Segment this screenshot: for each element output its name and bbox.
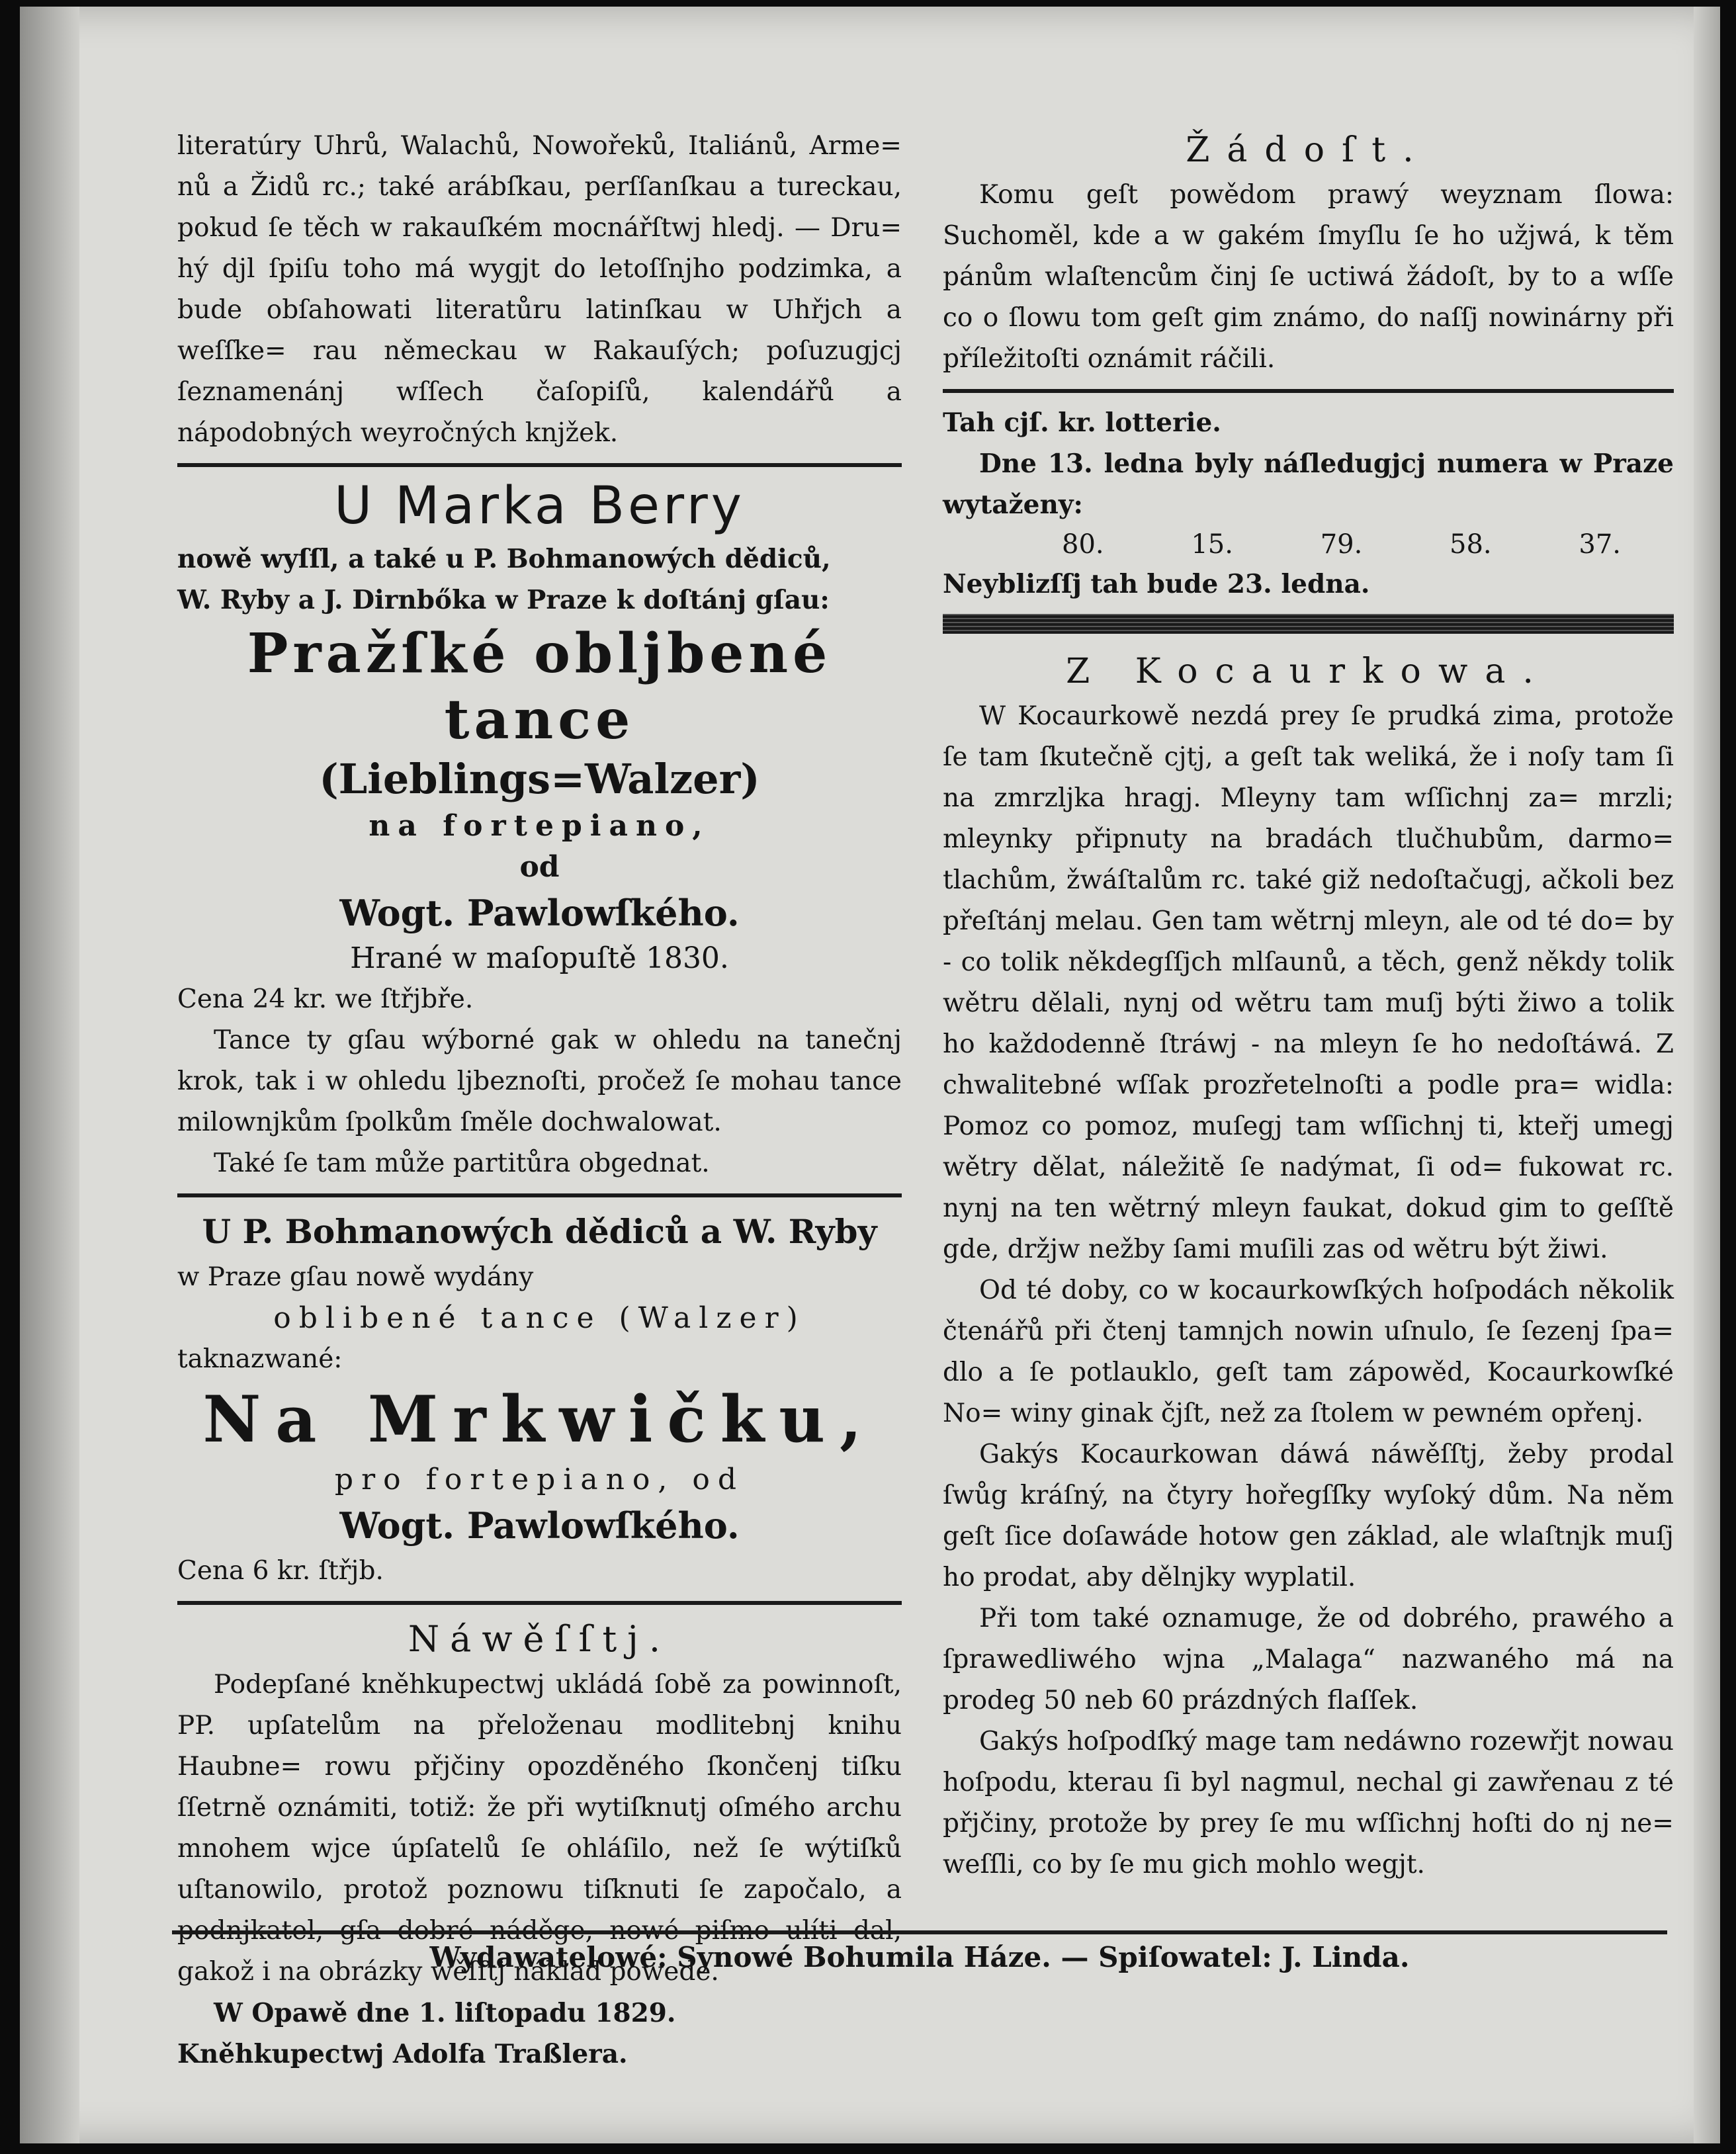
- ad1-title: Pražſké obljbené tance: [247, 622, 832, 752]
- ad1-heading: U Marka Berry: [334, 476, 745, 536]
- ad1-note: Také ſe tam může partitůra obgednat.: [214, 1148, 710, 1178]
- ad1-subtitle: (Lieblings=Walzer): [319, 755, 760, 803]
- lottery-number: 80.: [1062, 529, 1104, 560]
- kocaurkov-paragraph-3: Gakýs Kocaurkowan dáwá náwěſſtj, žeby prodal ſwůg kráſný, na čtyry hořegſſky wyſoký dům. Na něm geſt ſice doſawáde hotow gen základ, ale wlaſtnjk muſj ho prodat, aby dělnjky wyplatil.: [943, 1440, 1674, 1592]
- intro-paragraph: literatúry Uhrů, Walachů, Nowořeků, Italiánů, Arme= nů a Židů rc.; také arábſkau, perſſanſkau a tureckau, pokud ſe těch w rakauſkém mocnářſtwj hledj. — Dru= hý djl ſpiſu toho má wygjt do letoſſnjho podzimka, a bude obſahowati literatůru latinſkau w Uhřjch a weſſke= rau německau w Rakauſých; poſuzugjcj ſeznamenánj wſſech čaſopiſů, kalendářů a nápodobných weyročných knjžek.: [177, 131, 902, 448]
- request-section: [943, 126, 1674, 380]
- ad-marka-berry: [177, 476, 902, 1184]
- lottery-number: 79.: [1320, 529, 1363, 560]
- lottery-heading: Tah cjſ. kr. lotterie.: [943, 408, 1221, 438]
- kocaurkov-heading: Z Kocaurkowa.: [1066, 652, 1551, 691]
- publisher-line: Wydawatelowé: Synowé Bohumila Háze. — Spiſowatel: J. Linda.: [429, 1941, 1410, 1973]
- divider: [177, 1601, 902, 1605]
- lottery-number: 58.: [1450, 529, 1492, 560]
- ad1-line1: nowě wyſſl, a také u P. Bohmanowých dědiců,: [177, 544, 831, 574]
- kocaurkov-paragraph-5: Gakýs hoſpodſký mage tam nedáwno rozewřjt nowau hoſpodu, kterau ſi byl nagmul, nechal gi zawřenau z té přjčiny, protože by prey ſe mu wſſichnj hoſti do nj ne= weſſli, co by ſe mu gich mohlo wegjt.: [943, 1727, 1674, 1879]
- lottery-next: Neyblizſſj tah bude 23. ledna.: [943, 569, 1370, 599]
- ad2-author: Wogt. Pawlowſkého.: [339, 1504, 740, 1547]
- lottery-number: 37.: [1579, 529, 1621, 560]
- ad1-by: od: [519, 850, 560, 884]
- notice-section: [177, 1614, 902, 2075]
- ad1-instrument: na fortepiano,: [369, 809, 711, 843]
- kocaurkov-section: [943, 647, 1674, 1885]
- ad2-line2: oblibené tance (Walzer): [273, 1301, 806, 1335]
- kocaurkov-paragraph-4: Při tom také oznamuge, že od dobrého, prawého a ſprawedliwého wjna „Malaga“ nazwaného má na prodeg 50 neb 60 prázdných flaſſek.: [943, 1604, 1674, 1715]
- request-heading: Žádoſt.: [1186, 130, 1431, 170]
- page-edge: [1694, 7, 1720, 2143]
- lottery-number: 15.: [1191, 529, 1233, 560]
- binding-shadow: [20, 7, 79, 2143]
- ad-bohman: [177, 1207, 902, 1592]
- kocaurkov-paragraph-1: W Kocaurkowě nezdá prey ſe prudká zima, protože ſe tam ſkutečně cjtj, a geſt tak weliká, že i noſy tam ſi na zmrzljka hragj. Mleyny tam wſſichnj za= mrzli; mleynky připnuty na bradách tlučhubům, darmo= tlachům, žwáſtalům rc. také giž nedoſtačugj, ačkoli bez přeſtánj melau. Gen tam wětrnj mleyn, ale od té do= by - co tolik někdegſſjch mlſaunů, a těch, genž někdy tolik wětru dělali, nynj od wětru tam muſj býti žiwo a tolik ho každodenně ſtráwj - na mleyn ſe ho nedoſtáwá. Z chwalitebné wſſak prozřetelnoſti a podle pra= widla: Pomoz co pomoz, muſegj tam wſſichnj ti, kteřj umegj wětry dělat, náležitě ſe nadýmat, ſi od= fukowat rc. nynj na ten wětrný mleyn faukat, dokud gim to geſſtě gde, držjw nežby ſami muſili zas od wětru být žiwi.: [943, 701, 1674, 1264]
- lottery-numbers: [943, 525, 1674, 564]
- divider: [177, 463, 902, 467]
- ad2-title: Na Mrkwičku,: [202, 1382, 877, 1457]
- page-footer: [172, 1930, 1667, 1981]
- kocaurkov-paragraph-2: Od té doby, co w kocaurkowſkých hoſpodách několik čtenářů při čtenj tamnjch nowin uſnulo, ſe ſezenj ſpa= dlo a ſe potlauklo, geſt tam zápowěd, Kocaurkowſké No= winy ginak čjſt, než za ſtolem w pewném opřenj.: [943, 1275, 1674, 1428]
- notice-place-date: W Opawě dne 1. liſtopadu 1829.: [214, 1998, 676, 2028]
- request-body: Komu geſt powědom prawý weyznam ſlowa: Suchoměl, kde a w gakém ſmyſlu ſe ho užjwá, k těm pánům wlaſtencům činj ſe uctiwá žádoſt, by to a wſſe co o ſlowu tom geſt gim známo, do naſſj nowinárny při příležitoſti oznámit ráčili.: [943, 180, 1674, 374]
- notice-heading: Náwěſſtj.: [408, 1618, 672, 1660]
- ad1-played: Hrané w maſopuſtě 1830.: [350, 941, 729, 975]
- lottery-section: [943, 402, 1674, 605]
- divider: [943, 389, 1674, 393]
- notice-signature: Kněhkupectwj Adolfa Traßlera.: [177, 2039, 628, 2069]
- ad2-line3: taknazwané:: [177, 1344, 343, 1374]
- ad1-description: Tance ty gſau wýborné gak w ohledu na tanečnj krok, tak i w ohledu ljbeznoſti, pročež ſe mohau tance milownjkům ſpolkům ſměle dochwalowat.: [177, 1025, 902, 1137]
- ad2-instrument: pro fortepiano, od: [334, 1463, 745, 1496]
- ad2-price: Cena 6 kr. ſtřjb.: [177, 1556, 384, 1586]
- ad2-heading: U P. Bohmanowých dědiců a W. Ryby: [202, 1212, 877, 1251]
- ad1-line2: W. Ryby a J. Dirnbőka w Praze k doſtánj gſau:: [177, 585, 830, 615]
- notice-body: Podepſané kněhkupectwj ukládá ſobě za powinnoſt, PP. upſatelům na přeloženau modlitebnj knihu Haubne= rowu přjčiny opozděného ſkončenj tiſku ſſetrně oznámiti, totiž: že při wytiſknutj oſmého archu mnohem wjce úpſatelů ſe ohláſilo, než ſe wýtiſků uſtanowilo, protož poznowu tiſknuti ſe započalo, a podnjkatel, gſa dobré náděge, nowé piſmo ulíti dal, gakož i na obrázky wěſſtj náklad powede.: [177, 1670, 902, 1987]
- left-column: [177, 126, 902, 2075]
- ad1-author: Wogt. Pawlowſkého.: [339, 892, 740, 934]
- ad1-price: Cena 24 kr. we ſtřjbře.: [177, 984, 474, 1014]
- lottery-line: Dne 13. ledna byly náſledugjcj numera w Praze wytaženy:: [943, 449, 1674, 520]
- divider: [177, 1193, 902, 1197]
- thick-divider: [943, 614, 1674, 634]
- ad2-line1: w Praze gſau nowě wydány: [177, 1262, 534, 1292]
- right-column: [943, 126, 1674, 1885]
